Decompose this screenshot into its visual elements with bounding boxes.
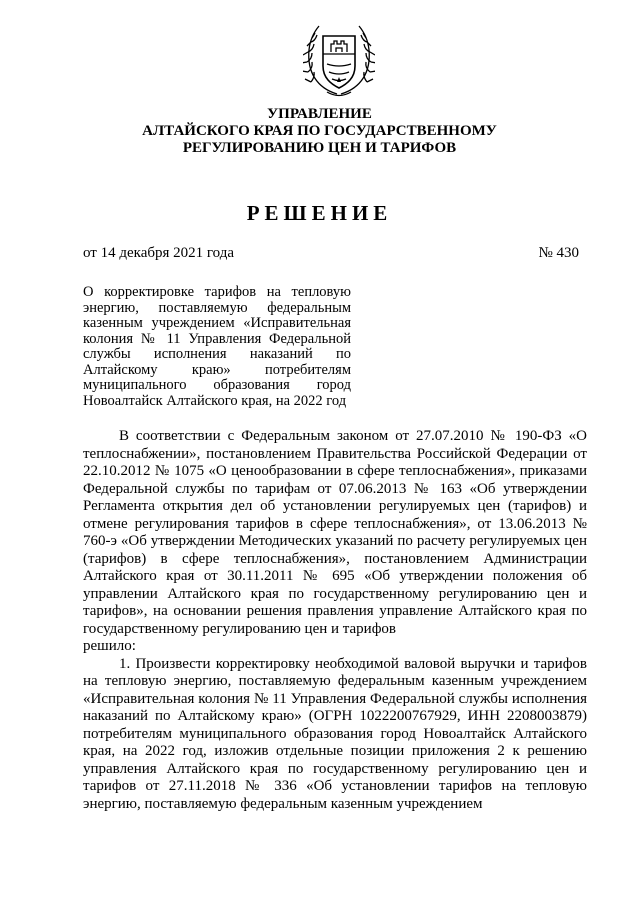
item-1-paragraph: 1. Произвести корректировку необходимой валовой выручки и тарифов на тепловую энергию, поставляемую федеральным казенным учреждением «Исправительная колония № 11 Управления Федеральной службы исполнения наказаний по Алтайскому краю» (ОГРН 1022200767929, ИНН 2208003879) потребителям муниципального образования город Новоалтайск Алтайского края, на 2022 год, изложив отдельные позиции приложения 2 к решению управления Алтайского края по государственному регулированию цен и тарифов от 27.11.2018 № 336 «Об установлении тарифов на тепловую энергию, поставляемую федеральным казенным учреждением	[83, 655, 587, 812]
document-body	[83, 428, 587, 813]
resolved-label: решило:	[83, 638, 136, 654]
coat-of-arms-emblem	[303, 22, 375, 98]
document-date: от 14 декабря 2021 года	[83, 245, 235, 261]
document-number: № 430	[538, 245, 579, 261]
preamble-paragraph: В соответствии с Федеральным законом от 27.07.2010 № 190-ФЗ «О теплоснабжении», постановлением Правительства Российской Федерации от 22.10.2012 № 1075 «О ценообразовании в сфере теплоснабжения», приказами Федеральной службы по тарифам от 07.06.2013 № 163 «Об утверждении Регламента открытия дел об установлении регулируемых цен (тарифов) и отмене регулирования тарифов в сфере теплоснабжения», от 13.06.2013 № 760-э «Об утверждении Методических указаний по расчету регулируемых цен (тарифов) в сфере теплоснабжения», постановлением Администрации Алтайского края от 30.11.2011 № 695 «Об утверждении положения об управлении Алтайского края по государственному регулированию цен и тарифов», на основании решения правления управление Алтайского края по государственному регулированию цен и тарифов	[83, 428, 587, 637]
org-name-line-2: АЛТАЙСКОГО КРАЯ ПО ГОСУДАРСТВЕННОМУ	[142, 123, 497, 139]
org-name-line-3: РЕГУЛИРОВАНИЮ ЦЕН И ТАРИФОВ	[182, 140, 457, 156]
document-subject: О корректировке тарифов на тепловую энергию, поставляемую федеральным казенным учреждением «Исправительная колония № 11 Управления Федеральной службы исполнения наказаний по Алтайскому краю» потребителям муниципального образования город Новоалтайск Алтайского края, на 2022 год	[83, 284, 351, 409]
document-title: РЕШЕНИЕ	[246, 201, 393, 225]
org-name-line-1: УПРАВЛЕНИЕ	[267, 106, 372, 122]
